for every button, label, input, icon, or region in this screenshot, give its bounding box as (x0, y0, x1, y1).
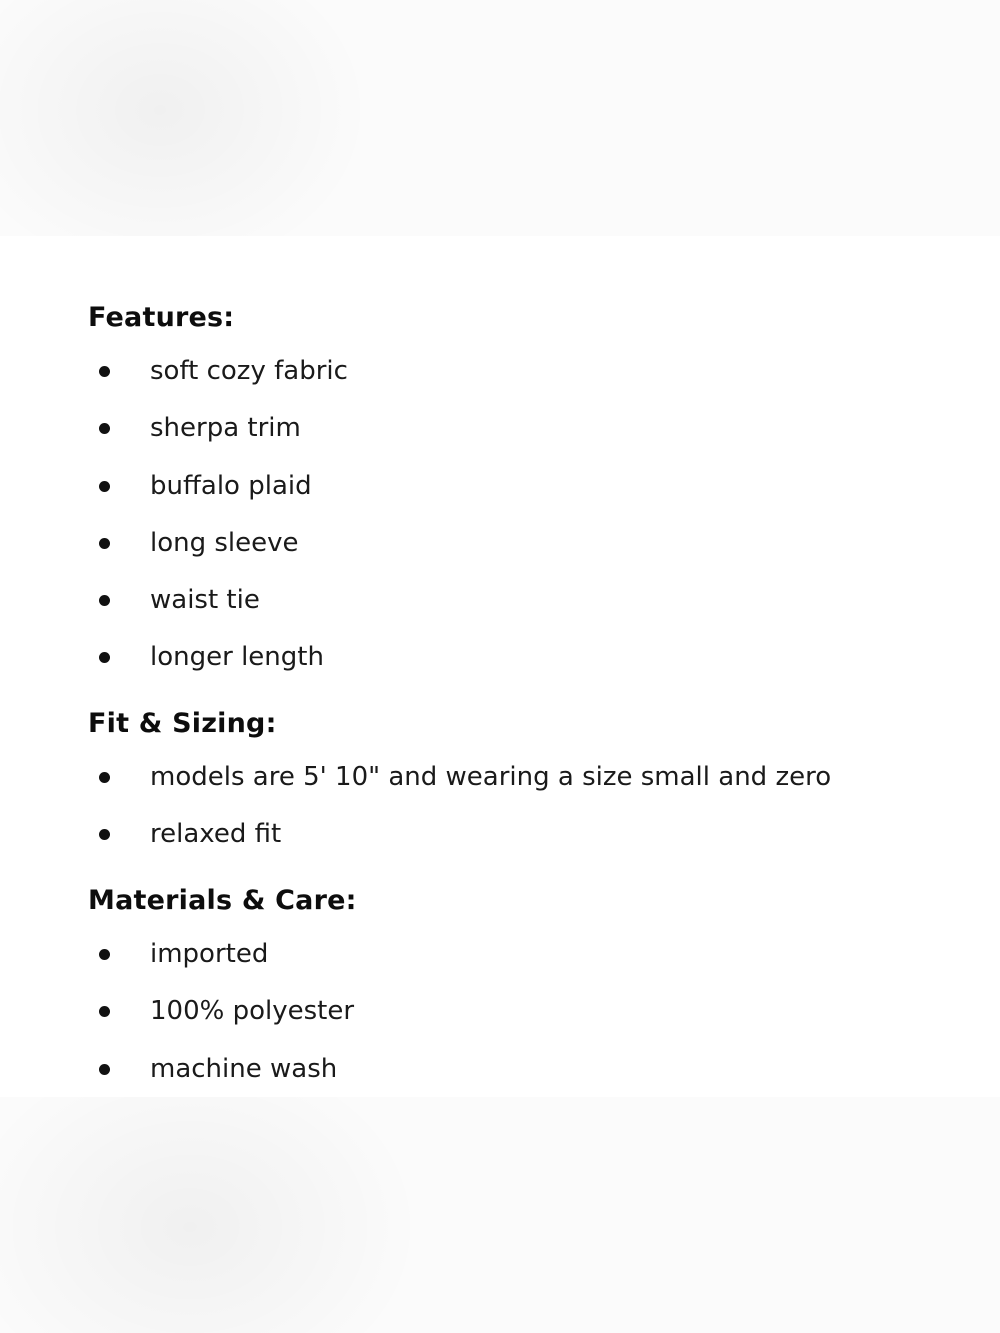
list-item (0, 936, 1000, 993)
bullet-icon (99, 423, 110, 434)
list-item-text: sherpa trim (150, 413, 301, 444)
list-item (0, 410, 1000, 467)
materials-care-list (0, 936, 1000, 1108)
bullet-icon (99, 652, 110, 663)
list-item (0, 468, 1000, 525)
bullet-icon (99, 772, 110, 783)
materials-care-heading: Materials & Care: (88, 885, 357, 916)
list-item (0, 816, 1000, 873)
fit-sizing-list (0, 759, 1000, 874)
list-item (0, 525, 1000, 582)
bullet-icon (99, 949, 110, 960)
list-item-text: buffalo plaid (150, 470, 312, 501)
list-item-text: models are 5' 10" and wearing a size small and zero (150, 762, 832, 792)
bullet-icon (99, 1006, 110, 1017)
list-item-text: soft cozy fabric (150, 356, 348, 386)
list-item-text: longer length (150, 642, 324, 673)
list-item (0, 353, 1000, 410)
background-bottom (0, 1097, 1000, 1333)
features-heading: Features: (88, 302, 235, 333)
bullet-icon (99, 538, 110, 549)
list-item-text: 100% polyester (150, 996, 355, 1027)
list-item (0, 582, 1000, 639)
features-list (0, 353, 1000, 697)
bullet-icon (99, 1064, 110, 1075)
bullet-icon (99, 366, 110, 377)
list-item-text: machine wash (150, 1053, 338, 1084)
background-top (0, 0, 1000, 236)
list-item-text: imported (150, 939, 269, 969)
fit-sizing-heading: Fit & Sizing: (88, 708, 277, 739)
bullet-icon (99, 481, 110, 492)
list-item-text: long sleeve (150, 527, 299, 558)
list-item (0, 993, 1000, 1050)
bullet-icon (99, 595, 110, 606)
list-item-text: relaxed fit (150, 819, 282, 850)
bullet-icon (99, 829, 110, 840)
list-item-text: waist tie (150, 585, 260, 616)
product-details (0, 236, 1000, 1097)
list-item (0, 639, 1000, 696)
list-item (0, 759, 1000, 816)
